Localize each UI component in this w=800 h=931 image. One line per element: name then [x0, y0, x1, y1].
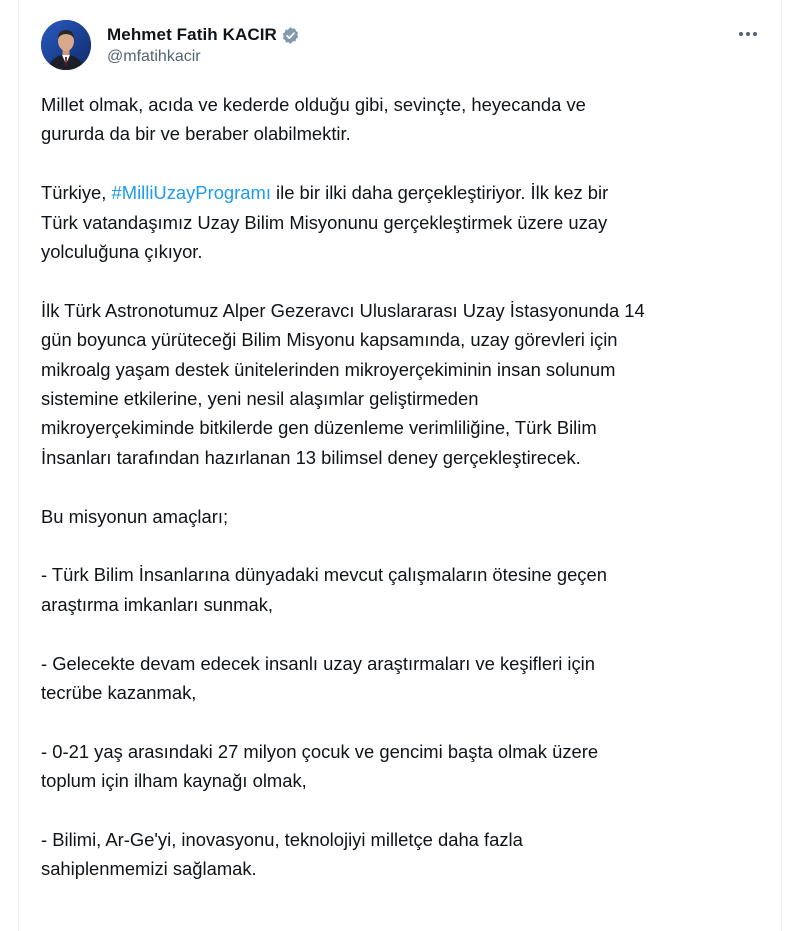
- text-line: mikroalg yaşam destek ünitelerinden mikroyerçekiminin insan solunum: [41, 358, 616, 380]
- hashtag-link[interactable]: #MilliUzayProgramı: [111, 182, 271, 204]
- text-line: - 0-21 yaş arasındaki 27 milyon çocuk ve gencimi başta olmak üzere: [41, 740, 599, 762]
- tweet-paragraph: [41, 502, 756, 531]
- text-line: Bu misyonun amaçları;: [41, 505, 229, 527]
- tweet-paragraph: [41, 649, 756, 708]
- text-segment: ile bir ilki daha gerçekleştiriyor. İlk kez bir: [270, 182, 609, 204]
- text-segment: Türkiye,: [41, 182, 112, 204]
- tweet-text: [41, 90, 756, 884]
- author-handle[interactable]: @mfatihkacir: [107, 48, 201, 65]
- text-line: [41, 178, 756, 207]
- tweet-paragraph: [41, 560, 756, 619]
- text-line: sistemine etkilerine, yeni nesil alaşımlar geliştirmeden: [41, 388, 479, 410]
- text-line: sahiplenmemizi sağlamak.: [41, 858, 257, 880]
- text-line: gün boyunca yürüteceği Bilim Misyonu kapsamında, uzay görevleri için: [41, 329, 618, 351]
- tweet-paragraph: [41, 737, 756, 796]
- text-line: Türk vatandaşımız Uzay Bilim Misyonunu gerçekleştirmek üzere uzay: [41, 211, 608, 233]
- author-info: [107, 24, 300, 66]
- avatar-portrait-icon: [41, 20, 91, 70]
- tweet-card: [18, 0, 782, 931]
- name-row: [107, 24, 300, 46]
- text-line: İlk Türk Astronotumuz Alper Gezeravcı Uluslararası Uzay İstasyonunda 14: [41, 299, 645, 321]
- text-line: toplum için ilham kaynağı olmak,: [41, 770, 307, 792]
- tweet-paragraph: [41, 825, 756, 884]
- verified-badge-icon: [281, 26, 300, 45]
- text-line: İnsanları tarafından hazırlanan 13 bilimsel deney gerçekleştirecek.: [41, 446, 581, 468]
- tweet-header: [41, 20, 765, 72]
- text-line: Millet olmak, acıda ve kederde olduğu gibi, sevinçte, heyecanda ve: [41, 94, 586, 115]
- text-line: tecrübe kazanmak,: [41, 682, 197, 704]
- text-line: araştırma imkanları sunmak,: [41, 593, 273, 615]
- text-line: yolculuğuna çıkıyor.: [41, 241, 203, 263]
- tweet-paragraph: [41, 90, 756, 149]
- text-line: gururda da bir ve beraber olabilmektir.: [41, 123, 351, 145]
- text-line: - Türk Bilim İnsanlarına dünyadaki mevcut çalışmaların ötesine geçen: [41, 564, 607, 586]
- more-options-icon[interactable]: [735, 24, 761, 44]
- tweet-paragraph: [41, 178, 756, 266]
- tweet-paragraph: [41, 296, 756, 472]
- avatar[interactable]: [41, 20, 91, 70]
- text-line: - Gelecekte devam edecek insanlı uzay araştırmaları ve keşifleri için: [41, 652, 595, 674]
- author-display-name[interactable]: Mehmet Fatih KACIR: [107, 25, 277, 44]
- text-line: mikroyerçekiminde bitkilerde gen düzenleme verimliliğine, Türk Bilim: [41, 417, 597, 439]
- text-line: - Bilimi, Ar-Ge'yi, inovasyonu, teknolojiyi milletçe daha fazla: [41, 829, 523, 851]
